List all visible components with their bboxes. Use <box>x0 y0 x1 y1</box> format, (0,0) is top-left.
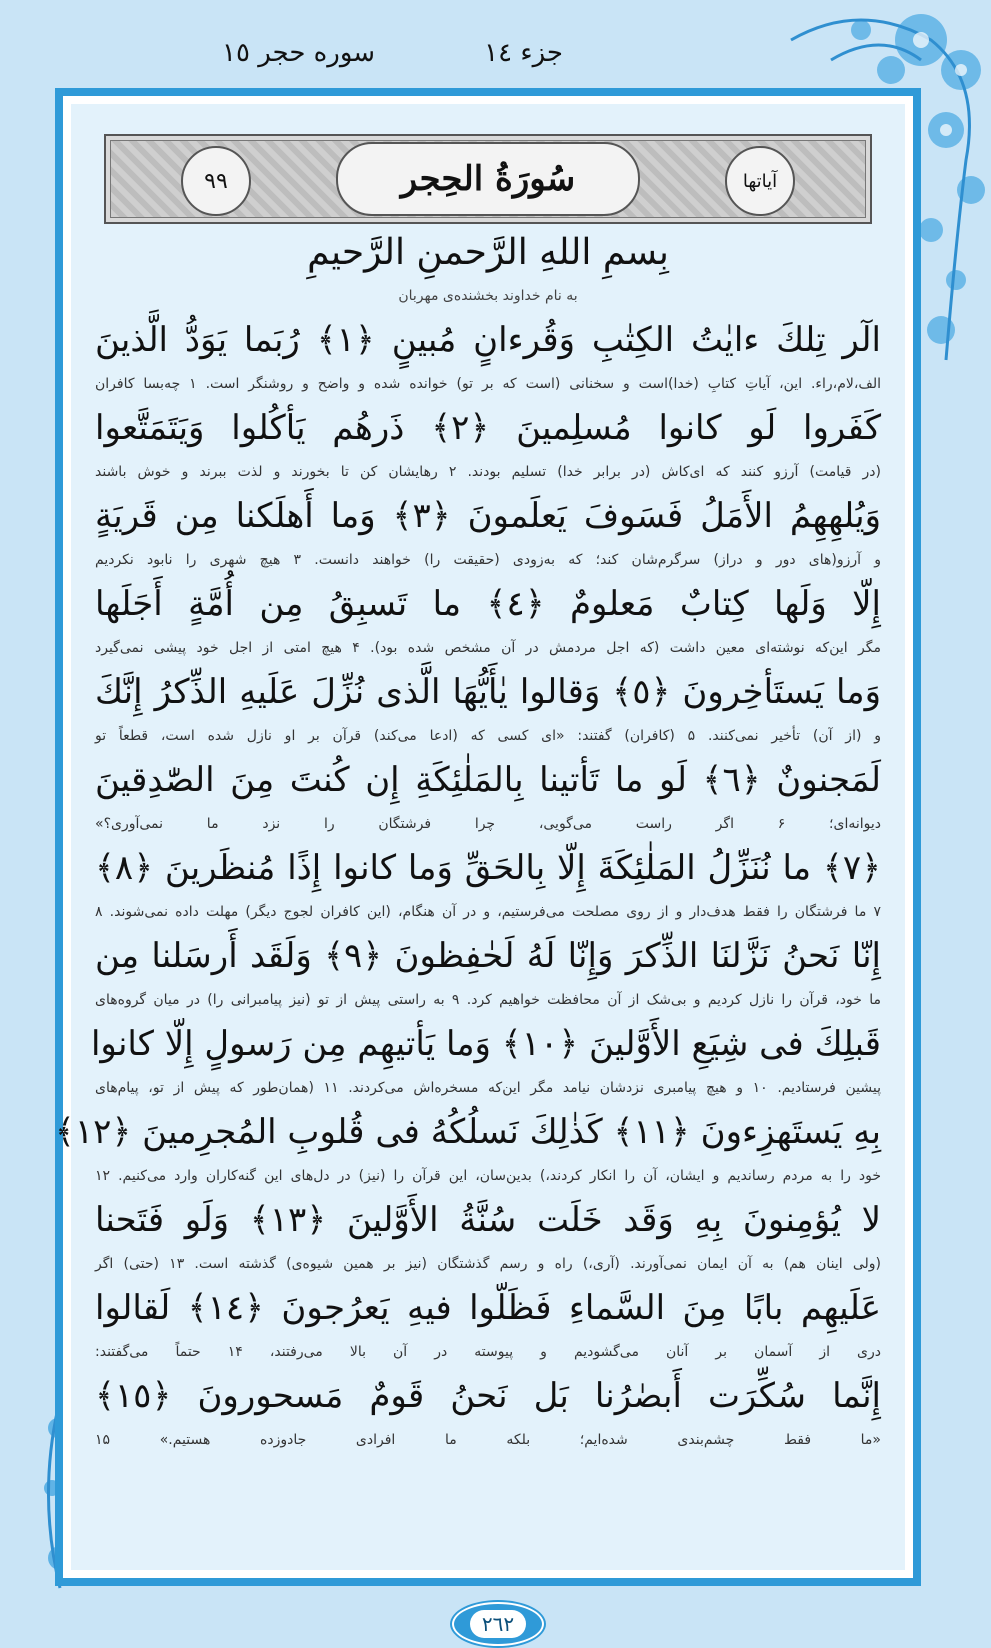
sura-banner <box>104 134 872 224</box>
verse-line: كَفَروا لَو كانوا مُسلِمينَ ﴿٢﴾ ذَرهُم يَأكُلوا وَيَتَمَتَّعوا <box>95 408 882 448</box>
verse-line: إِنَّما سُكِّرَت أَبصٰرُنا بَل نَحنُ قَومٌ مَسحورونَ ﴿١٥﴾ <box>95 1376 881 1416</box>
verse-line: عَلَيهِم بابًا مِنَ السَّماءِ فَظَلّوا فيهِ يَعرُجونَ ﴿١٤﴾ لَقالوا <box>95 1288 881 1328</box>
translation-line: الف،لام،راء. این، آیاتِ کتابِ (خدا)است و سخنانی (است که بر تو) خوانده شده و واضح و روشنگر است. ۱ چه‌بسا کافران <box>95 376 882 392</box>
translation-line: (در قیامت) آرزو کنند که ای‌کاش (در برابر خدا) تسلیم بودند. ۲ رهایشان کن تا بخورند و لذت ببرند و خوش باشند <box>95 464 881 480</box>
verse-line: قَبلِكَ فى شِيَعِ الأَوَّلينَ ﴿١٠﴾ وَما يَأتيهِم مِن رَسولٍ إِلّا كانوا <box>90 1024 881 1064</box>
translation-line: (ولی اینان هم) به آن ایمان نمی‌آورند. (آری،) راه و رسم گذشتگان (نیز بر همین شیوه‌ی) گذشته است. ۱۳ (حتی) اگر <box>95 1256 881 1272</box>
verse-line: الٓر تِلكَ ءايٰتُ الكِتٰبِ وَقُرءانٍ مُبينٍ ﴿١﴾ رُبَما يَوَدُّ الَّذينَ <box>95 320 881 360</box>
sura-title: سُورَةُ الحِجر <box>336 142 640 216</box>
translation-line: و آرزو(های دور و دراز) سرگرم‌شان کند؛ که به‌زودی (حقیقت را) خواهند دانست. ۳ هیچ شهری را نابود نکردیم <box>95 552 881 568</box>
ayat-label-badge: آیاتها <box>725 146 795 216</box>
translation-line: ما خود، قرآن را نازل کردیم و بی‌شک از آن محافظت خواهیم کرد. ۹ به راستی پیش از تو (نیز پیامبرانی را) در میان گروه‌های <box>95 992 881 1008</box>
page-number-badge <box>452 1602 544 1646</box>
verse-line: لا يُؤمِنونَ بِهِ وَقَد خَلَت سُنَّةُ الأَوَّلينَ ﴿١٣﴾ وَلَو فَتَحنا <box>95 1200 881 1240</box>
translation-line: خود را به مردم رساندیم و ایشان، آن را انکار کردند،) بدین‌سان، این قرآن را (نیز) در دل‌های این گنه‌کاران وارد می‌کنیم. ۱۲ <box>95 1168 881 1184</box>
bismillah-translation: به نام خداوند بخشنده‌ی مهربان <box>398 288 578 304</box>
translation-line: دری از آسمان بر آنان می‌گشودیم و پیوسته در آن بالا می‌رفتند، ۱۴ حتماً می‌گفتند: <box>95 1344 881 1360</box>
verse-line: وَما يَستَأخِرونَ ﴿٥﴾ وَقالوا يٰأَيُّهَا الَّذى نُزِّلَ عَلَيهِ الذِّكرُ إِنَّكَ <box>95 672 881 712</box>
translation-line: ۷ ما فرشتگان را فقط هدف‌دار و از روی مصلحت می‌فرستیم، و در آن هنگام، (این کافران لجوج دیگر) مهلت داده نمی‌شوند. ۸ <box>95 904 881 920</box>
juz-header: جزء ١٤ <box>484 38 563 68</box>
translation-line: «ما فقط چشم‌بندی شده‌ایم؛ بلکه ما افرادی جادوزده هستیم.» ۱۵ <box>95 1432 881 1448</box>
verse-line: إِلّا وَلَها كِتابٌ مَعلومٌ ﴿٤﴾ ما تَسبِقُ مِن أُمَّةٍ أَجَلَها <box>95 584 882 624</box>
translation-line: پیشین فرستادیم. ۱۰ و هیچ پیامبری نزدشان نیامد مگر این‌که مسخره‌اش می‌کردند. ۱۱ (همان‌طور که پیش از تو، پیام‌های <box>95 1080 881 1096</box>
verse-line: إِنّا نَحنُ نَزَّلنَا الذِّكرَ وَإِنّا لَهُ لَحٰفِظونَ ﴿٩﴾ وَلَقَد أَرسَلنا مِن <box>95 936 882 976</box>
page-number: ٢٦٢ <box>470 1610 526 1638</box>
ayat-count-badge: ٩٩ <box>181 146 251 216</box>
sura-header: سوره حجر ١٥ <box>222 38 376 68</box>
quran-page <box>54 104 905 1570</box>
verse-line: لَمَجنونٌ ﴿٦﴾ لَو ما تَأتينا بِالمَلٰئِكَةِ إِن كُنتَ مِنَ الصّٰدِقينَ <box>95 760 881 800</box>
bismillah: بِسمِ اللهِ الرَّحمنِ الرَّحيمِ <box>307 232 669 273</box>
translation-line: مگر این‌که نوشته‌ای معین داشت (که اجل مردمش در آن مشخص شده بود). ۴ هیچ امتی از اجل خود پیشی نمی‌گیرد <box>95 640 881 656</box>
verse-line: ﴿٧﴾ ما نُنَزِّلُ المَلٰئِكَةَ إِلّا بِالحَقِّ وَما كانوا إِذًا مُنظَرينَ ﴿٨﴾ <box>95 848 881 888</box>
translation-line: دیوانه‌ای؛ ۶ اگر راست می‌گویی، چرا فرشتگان را نزد ما نمی‌آوری؟» <box>95 816 881 832</box>
verse-line: وَيُلهِهِمُ الأَمَلُ فَسَوفَ يَعلَمونَ ﴿٣﴾ وَما أَهلَكنا مِن قَريَةٍ <box>95 496 881 536</box>
verse-line: بِهِ يَستَهزِءونَ ﴿١١﴾ كَذٰلِكَ نَسلُكُهُ فى قُلوبِ المُجرِمينَ ﴿١٢﴾ <box>54 1112 881 1152</box>
translation-line: و (از آن) تأخیر نمی‌کنند. ۵ (کافران) گفتند: «ای کسی که (ادعا می‌کند) قرآن بر او نازل شده است، قطعاً تو <box>95 728 881 744</box>
